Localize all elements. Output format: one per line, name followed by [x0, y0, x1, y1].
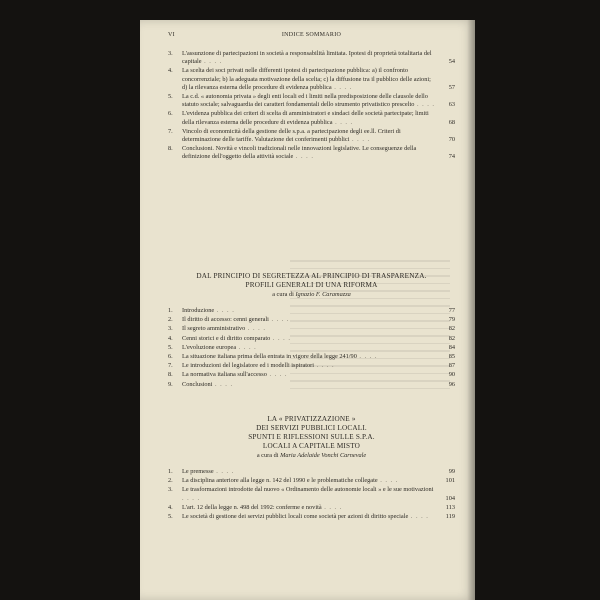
toc-entry: [168, 325, 455, 333]
entry-number: 4.: [168, 334, 173, 342]
toc-entry: [168, 128, 455, 144]
entry-page: 79: [448, 316, 455, 324]
entry-text: L'evoluzione europea: [182, 343, 237, 351]
entry-page: 85: [448, 353, 455, 361]
entry-page: 54: [448, 58, 455, 66]
entry-number: 7.: [168, 362, 173, 370]
dot-leader: . . . .: [408, 513, 429, 521]
curator-name: Ignazio F. Caramazza: [295, 291, 351, 298]
section-title-line: LA « PRIVATIZZAZIONE »: [267, 415, 356, 423]
entry-number: 5.: [168, 93, 173, 101]
section-curator: [168, 290, 455, 299]
entry-text: Il diritto di accesso: cenni generali: [182, 316, 269, 324]
entry-number: 5.: [168, 513, 173, 521]
toc-entry: [168, 504, 455, 512]
entry-text: Introduzione: [182, 307, 215, 314]
toc-section-3: [168, 415, 455, 522]
entry-text: La situazione italiana prima della entrata in vigore della legge 241/90: [182, 353, 357, 361]
dot-leader: . . . .: [212, 380, 234, 388]
toc-entry: [168, 381, 455, 389]
toc-entry: [168, 145, 455, 161]
entry-number: 9.: [168, 380, 173, 388]
toc-entry: [168, 110, 455, 126]
dot-leader: . . . .: [377, 477, 399, 485]
curator-prefix: a cura di: [256, 452, 279, 459]
entry-number: 5.: [168, 343, 173, 351]
curator-prefix: a cura di: [272, 291, 294, 298]
entry-number: 3.: [168, 50, 173, 57]
entry-page: 87: [448, 362, 455, 370]
dot-leader: . . . .: [201, 58, 223, 66]
toc-entry: [168, 477, 455, 485]
toc-entry: [168, 307, 455, 315]
entry-page: 68: [448, 118, 455, 126]
section-curator: [168, 451, 455, 460]
entry-page: 82: [448, 334, 455, 342]
dot-leader: . . . .: [268, 316, 290, 324]
section-heading: [168, 415, 455, 460]
entry-text: La scelta dei soci privati nelle differenti ipotesi di partecipazione pubblica: a) il confronto concorrenziale; b) la adeguata motivazione della scelta; c) la diffusione tra il pubblico delle azioni; d) la rilevanza esterna delle procedure di evidenza pubblica: [182, 67, 431, 91]
entry-number: 2.: [168, 477, 173, 485]
entry-page: 74: [448, 153, 455, 161]
book-page: [140, 20, 475, 600]
dot-leader: . . . .: [266, 371, 288, 379]
dot-leader: . . . .: [332, 118, 354, 126]
entry-number: 1.: [168, 307, 173, 314]
toc-section-1: [168, 50, 455, 163]
dot-leader: . . . .: [414, 101, 435, 109]
toc-entries: [168, 468, 455, 521]
entry-page: 96: [448, 380, 455, 388]
entry-number: 3.: [168, 486, 173, 494]
entry-text: Conclusioni: [182, 380, 213, 388]
entry-number: 1.: [168, 468, 173, 475]
entry-text: La disciplina anteriore alla legge n. 142 del 1990 e le problematiche collegate: [182, 477, 378, 485]
dot-leader: . . . .: [213, 468, 235, 475]
entry-page: 82: [448, 325, 455, 333]
section-title-line: LOCALI A CAPITALE MISTO: [262, 442, 361, 450]
dot-leader: . . . .: [349, 136, 371, 144]
entry-text: Le società di gestione dei servizi pubblici locali come società per azioni di diritto speciale: [182, 513, 409, 521]
entry-number: 7.: [168, 127, 173, 135]
entry-text: L'assunzione di partecipazioni in società a responsabilità limitata. Ipotesi di proprietà totalitaria del capitale: [182, 50, 432, 66]
toc-entry: [168, 468, 455, 476]
entry-number: 4.: [168, 67, 173, 75]
dot-leader: . . . .: [321, 503, 343, 511]
entry-page: 99: [448, 468, 455, 475]
toc-entry: [168, 486, 455, 502]
entry-page: 119: [445, 513, 455, 521]
dot-leader: . . . .: [293, 153, 314, 161]
toc-entry: [168, 371, 455, 379]
dot-leader: . . . .: [245, 325, 266, 333]
entry-number: 6.: [168, 353, 173, 361]
toc-entry: [168, 50, 455, 66]
entry-number: 8.: [168, 371, 173, 379]
entry-page: 90: [448, 371, 455, 379]
toc-entry: [168, 335, 455, 343]
entry-page: 113: [445, 503, 455, 511]
entry-number: 8.: [168, 145, 173, 153]
entry-text: Le introduzioni del legislatore ed i modelli ispiratori: [182, 362, 315, 370]
entry-page: 77: [448, 307, 455, 314]
section-title-line: DAL PRINCIPIO DI SEGRETEZZA AL PRINCIPIO DI TRASPARENZA.: [196, 272, 427, 280]
entry-number: 6.: [168, 110, 173, 118]
dot-leader: . . . .: [270, 334, 291, 342]
toc-entry: [168, 67, 455, 92]
entry-page: 63: [448, 101, 455, 109]
entry-page: 104: [445, 494, 455, 502]
entry-text: La normativa italiana sull'accesso: [182, 371, 267, 379]
toc-entry: [168, 316, 455, 324]
entry-page: 57: [448, 83, 455, 91]
entry-page: 84: [448, 343, 455, 351]
toc-entry: [168, 513, 455, 521]
dot-leader: . . . .: [331, 83, 353, 91]
entry-text: La c.d. « autonomia privata » degli enti locali ed i limiti nella predisposizione delle clausole dello statuto sociale; salvaguardia dei caratteri fondamentali dello strumento privatistico prescelto: [182, 93, 428, 109]
entry-text: Vincolo di economicità della gestione delle s.p.a. a partecipazione degli ee.ll. Criteri di determinazione delle tariffe. Valutazione dei conferimenti pubblici: [182, 127, 401, 144]
page-number: VI: [168, 32, 175, 38]
toc-entry: [168, 353, 455, 361]
toc-entry: [168, 93, 455, 109]
curator-name: Maria Adelaide Vonchi Carnevale: [280, 452, 367, 459]
section-title-line: PROFILI GENERALI DI UNA RIFORMA: [245, 281, 378, 289]
dot-leader: . . . .: [314, 362, 335, 370]
toc-entries: [168, 307, 455, 389]
running-title: INDICE SOMMARIO: [281, 32, 342, 38]
dot-leader: . . . .: [182, 494, 201, 502]
dot-leader: . . . .: [236, 343, 257, 351]
entry-text: Le trasformazioni introdotte dal nuovo « Ordinamento delle autonomie locali » e le sue motivazioni: [182, 486, 434, 494]
toc-entry: [168, 344, 455, 352]
entry-text: Le premesse: [182, 468, 214, 475]
dot-leader: . . . .: [356, 353, 378, 361]
dot-leader: . . . .: [214, 307, 235, 314]
section-title-line: DEI SERVIZI PUBBLICI LOCALI.: [256, 424, 367, 432]
entry-page: 70: [448, 136, 455, 144]
toc-section-2: [168, 272, 455, 390]
entry-text: L'art. 12 della legge n. 498 del 1992: conferme e novità: [182, 503, 322, 511]
entry-number: 3.: [168, 325, 173, 333]
toc-entry: [168, 362, 455, 370]
entry-text: Il segreto amministrativo: [182, 325, 246, 333]
entry-text: L'evidenza pubblica dei criteri di scelta di amministratori e sindaci delle società partecipate; limiti della rilevanza esterna delle procedure di evidenza pubblica: [182, 110, 429, 126]
entry-number: 2.: [168, 316, 173, 324]
section-title-line: SPUNTI E RIFLESSIONI SULLE S.P.A.: [248, 433, 375, 441]
entry-page: 101: [445, 477, 455, 485]
entry-text: Cenni storici e di diritto comparato: [182, 334, 271, 342]
entry-number: 4.: [168, 503, 173, 511]
entry-text: Conclusioni. Novità e vincoli tradizionali nelle innovazioni legislative. Le conseguenze della definizione dell'oggetto della attività sociale: [182, 145, 417, 161]
section-heading: [168, 272, 455, 299]
